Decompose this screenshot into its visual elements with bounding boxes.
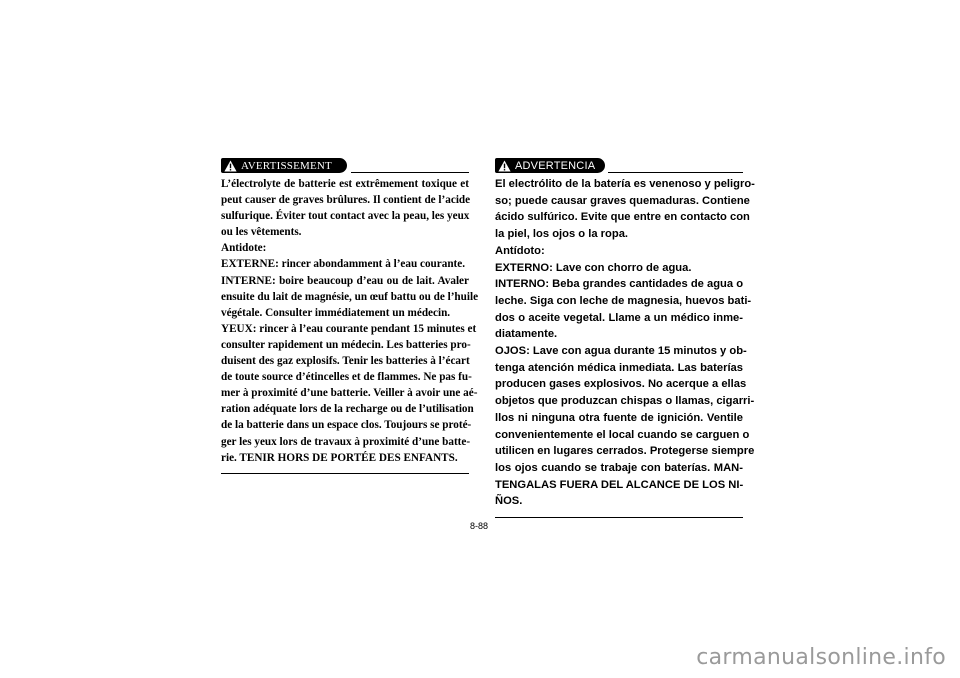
watermark: carmanualsonline.info	[696, 645, 946, 670]
text-line: la piel, los ojos o la ropa.	[495, 228, 629, 241]
text-line: végétale. Consulter immédiatement un médecin.	[221, 306, 451, 319]
text-line: ou les vêtements.	[221, 226, 302, 239]
text-line: diatamente.	[495, 328, 558, 341]
spanish-warning-section	[495, 158, 755, 518]
spanish-warning-badge	[495, 158, 605, 173]
text-line: los ojos cuando se trabaje con baterías. MAN-	[495, 461, 743, 474]
warning-triangle-icon	[224, 160, 237, 172]
text-line: consulter rapidement un médecin. Les batteries pro-	[221, 338, 471, 351]
spanish-warning-text	[495, 176, 755, 510]
text-line: tenga atención médica inmediata. Las baterías	[495, 361, 743, 374]
text-line: ácido sulfúrico. Evite que entre en contacto con	[495, 211, 750, 224]
text-line: producen gases explosivos. No acerque a ellas	[495, 378, 747, 391]
french-bottom-rule	[221, 473, 469, 474]
spanish-header-rule	[608, 172, 743, 173]
french-warning-section	[221, 158, 479, 474]
french-warning-badge	[221, 158, 347, 173]
text-line: L’électrolyte de batterie est extrêmement toxique et	[221, 178, 469, 190]
french-header-rule	[351, 172, 469, 173]
warning-triangle-icon	[498, 160, 511, 172]
text-line: so; puede causar graves quemaduras. Contiene	[495, 194, 750, 207]
text-line: leche. Siga con leche de magnesia, huevos bati-	[495, 294, 752, 307]
text-line: llos ni ninguna otra fuente de ignición. Ventile	[495, 411, 743, 424]
text-line: ger les yeux lors de travaux à proximité d’une batte-	[221, 435, 471, 448]
text-line: ÑOS.	[495, 495, 523, 508]
text-line: Antidote:	[221, 242, 267, 255]
text-line: INTERNE: boire beaucoup d’eau ou de lait. Avaler	[221, 274, 469, 287]
french-warning-label: AVERTISSEMENT	[241, 159, 332, 172]
text-line: rie. TENIR HORS DE PORTÉE DES ENFANTS.	[221, 451, 458, 464]
text-line: de toute source d’étincelles et de flammes. Ne pas fu-	[221, 371, 472, 384]
spanish-warning-label: ADVERTENCIA	[515, 159, 596, 172]
text-line: TENGALAS FUERA DEL ALCANCE DE LOS NI-	[495, 478, 744, 491]
text-line: ensuite du lait de magnésie, un œuf battu ou de l’huile	[221, 290, 479, 303]
text-line: dos o aceite vegetal. Llame a un médico inme-	[495, 311, 743, 324]
text-line: YEUX: rincer à l’eau courante pendant 15 minutes et	[221, 322, 477, 335]
text-line: peut causer de graves brûlures. Il contient de l’acide	[221, 194, 471, 207]
text-line: sulfurique. Éviter tout contact avec la peau, les yeux	[221, 210, 470, 223]
text-line: duisent des gaz explosifs. Tenir les batteries à l’écart	[221, 355, 470, 368]
text-line: ration adéquate lors de la recharge ou de l’utilisation	[221, 403, 474, 416]
text-line: Antídoto:	[495, 244, 545, 257]
text-line: EXTERNE: rincer abondamment à l’eau courante.	[221, 258, 466, 271]
text-line: objetos que produzcan chispas o llamas, cigarri-	[495, 395, 755, 408]
spanish-warning-header	[495, 158, 743, 176]
page-number: 8-88	[470, 521, 489, 531]
text-line: EXTERNO: Lave con chorro de agua.	[495, 261, 692, 274]
text-line: INTERNO: Beba grandes cantidades de agua o	[495, 278, 744, 291]
spanish-bottom-rule	[495, 517, 743, 518]
text-line: OJOS: Lave con agua durante 15 minutos y ob-	[495, 345, 747, 358]
french-warning-text	[221, 176, 479, 466]
text-line: de la batterie dans un espace clos. Toujours se proté-	[221, 419, 472, 432]
text-line: utilicen en lugares cerrados. Protegerse siempre	[495, 445, 755, 458]
french-warning-header	[221, 158, 469, 176]
text-line: convenientemente el local cuando se carguen o	[495, 428, 750, 441]
text-line: El electrólito de la batería es venenoso y peligro-	[495, 178, 755, 190]
text-line: mer à proximité d’une batterie. Veiller à avoir une aé-	[221, 387, 478, 400]
